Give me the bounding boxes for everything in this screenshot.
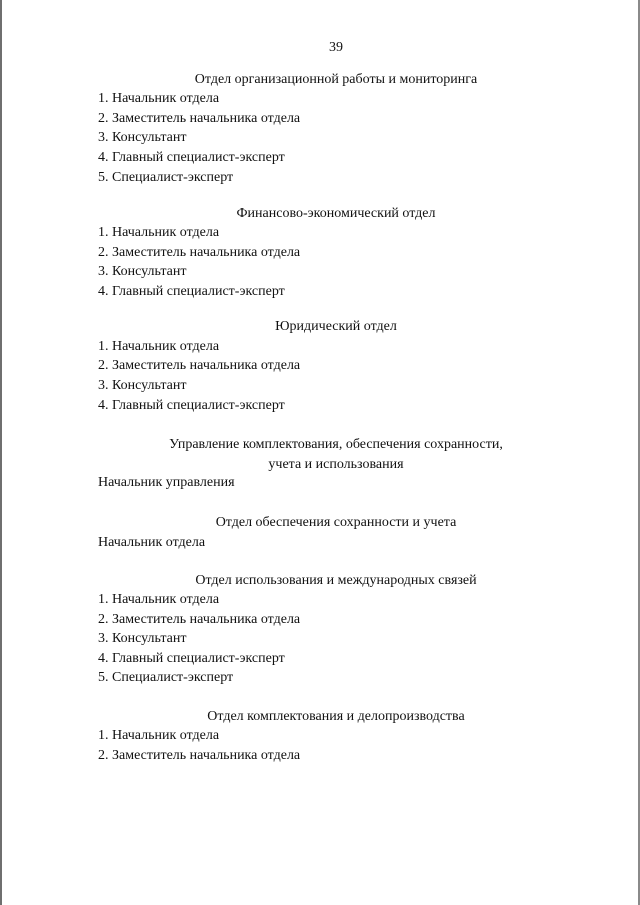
list-item: 3. Консультант bbox=[98, 130, 187, 145]
section-heading: Управление комплектования, обеспечения сохранности, bbox=[169, 437, 503, 452]
list-item: 1. Начальник отдела bbox=[98, 225, 220, 240]
list-item: 1. Начальник отдела bbox=[98, 339, 220, 354]
list-item: 1. Начальник отдела bbox=[98, 91, 220, 106]
list-item: 5. Специалист-эксперт bbox=[98, 170, 234, 185]
list-item: 3. Консультант bbox=[98, 264, 187, 279]
list-item: 4. Главный специалист-эксперт bbox=[98, 651, 285, 666]
section-heading-continued: учета и использования bbox=[268, 457, 404, 472]
scan-edge-left bbox=[0, 0, 2, 905]
list-item: 4. Главный специалист-эксперт bbox=[98, 284, 285, 299]
page-number: 39 bbox=[329, 40, 343, 55]
list-item: 5. Специалист-эксперт bbox=[98, 670, 234, 685]
list-item: Начальник управления bbox=[98, 475, 235, 490]
list-item: 2. Заместитель начальника отдела bbox=[98, 245, 301, 260]
section-heading: Отдел использования и международных связей bbox=[195, 573, 477, 588]
list-item: 2. Заместитель начальника отдела bbox=[98, 111, 301, 126]
section-heading: Отдел комплектования и делопроизводства bbox=[207, 709, 465, 724]
list-item: 3. Консультант bbox=[98, 378, 187, 393]
list-item: 2. Заместитель начальника отдела bbox=[98, 612, 301, 627]
list-item: 3. Консультант bbox=[98, 631, 187, 646]
list-item: 1. Начальник отдела bbox=[98, 728, 220, 743]
section-heading: Юридический отдел bbox=[275, 319, 397, 334]
section-heading: Отдел обеспечения сохранности и учета bbox=[215, 515, 457, 530]
list-item: 4. Главный специалист-эксперт bbox=[98, 398, 285, 413]
list-item: 2. Заместитель начальника отдела bbox=[98, 748, 301, 763]
list-item: 2. Заместитель начальника отдела bbox=[98, 358, 301, 373]
section-heading: Финансово-экономический отдел bbox=[236, 206, 436, 221]
section-heading: Отдел организационной работы и мониторинга bbox=[194, 72, 478, 87]
list-item: 4. Главный специалист-эксперт bbox=[98, 150, 285, 165]
list-item: 1. Начальник отдела bbox=[98, 592, 220, 607]
list-item: Начальник отдела bbox=[98, 535, 206, 550]
